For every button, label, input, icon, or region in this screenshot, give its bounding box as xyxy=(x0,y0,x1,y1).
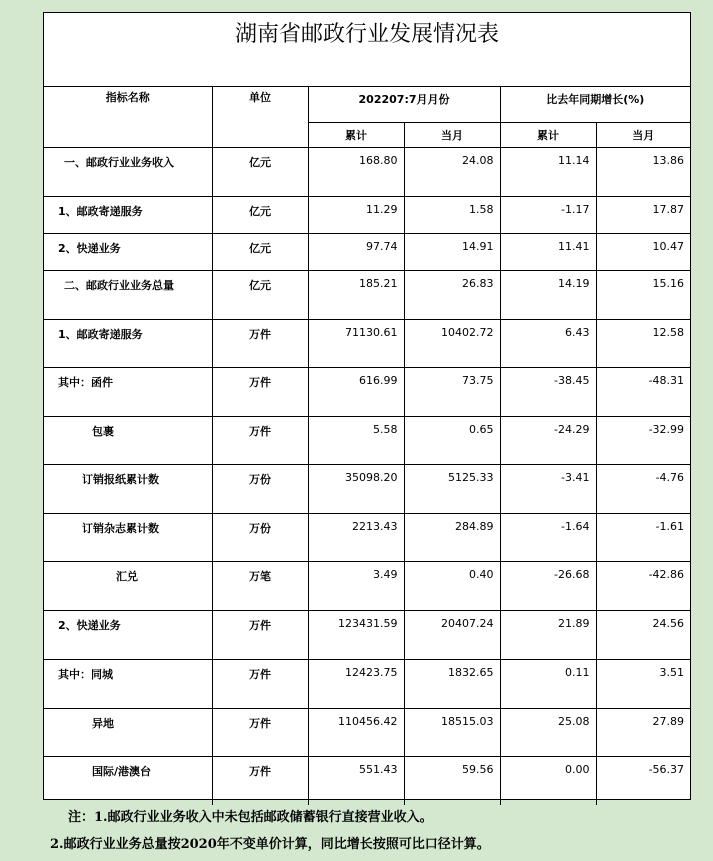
cumulative-value-cell: 168.80 xyxy=(308,147,404,196)
cumulative-growth-cell: 0.00 xyxy=(500,756,596,805)
indicator-name-cell: 国际/港澳台 xyxy=(44,756,212,805)
indicator-name-cell: 订销报纸累计数 xyxy=(44,464,212,513)
cumulative-value-cell: 35098.20 xyxy=(308,464,404,513)
table-row xyxy=(44,233,690,270)
unit-cell: 万件 xyxy=(212,319,308,367)
indicator-name-cell: 异地 xyxy=(44,708,212,756)
report-sheet xyxy=(43,12,691,800)
table-row xyxy=(44,659,690,708)
month-growth-cell: -56.37 xyxy=(596,756,690,805)
col-indicator-header: 指标名称 xyxy=(44,87,212,147)
cumulative-growth-cell: 11.14 xyxy=(500,147,596,196)
cumulative-value-cell: 2213.43 xyxy=(308,513,404,561)
indicator-name-cell: 1、邮政寄递服务 xyxy=(44,319,212,367)
unit-cell: 万件 xyxy=(212,708,308,756)
table-row xyxy=(44,147,690,196)
month-growth-cell: 27.89 xyxy=(596,708,690,756)
col-month-header: 当月 xyxy=(404,122,500,147)
header-row xyxy=(44,87,690,122)
table-row xyxy=(44,464,690,513)
indicator-name-cell: 二、邮政行业业务总量 xyxy=(44,270,212,319)
indicator-name-cell: 1、邮政寄递服务 xyxy=(44,196,212,233)
cumulative-value-cell: 3.49 xyxy=(308,561,404,610)
indicator-name-cell: 2、快递业务 xyxy=(44,610,212,659)
cumulative-growth-cell: 14.19 xyxy=(500,270,596,319)
month-growth-cell: -4.76 xyxy=(596,464,690,513)
cumulative-value-cell: 110456.42 xyxy=(308,708,404,756)
unit-cell: 亿元 xyxy=(212,233,308,270)
month-value-cell: 73.75 xyxy=(404,367,500,416)
indicator-name-cell: 包裹 xyxy=(44,416,212,464)
unit-cell: 亿元 xyxy=(212,147,308,196)
table-row xyxy=(44,319,690,367)
month-growth-cell: -42.86 xyxy=(596,561,690,610)
col-unit-header: 单位 xyxy=(212,87,308,147)
month-value-cell: 5125.33 xyxy=(404,464,500,513)
col-month-growth-header: 当月 xyxy=(596,122,690,147)
table-body xyxy=(44,147,690,805)
unit-cell: 万份 xyxy=(212,464,308,513)
indicator-name-cell: 2、快递业务 xyxy=(44,233,212,270)
month-growth-cell: 13.86 xyxy=(596,147,690,196)
unit-cell: 万份 xyxy=(212,513,308,561)
cumulative-growth-cell: -38.45 xyxy=(500,367,596,416)
indicator-name-cell: 汇兑 xyxy=(44,561,212,610)
month-value-cell: 59.56 xyxy=(404,756,500,805)
cumulative-value-cell: 12423.75 xyxy=(308,659,404,708)
cumulative-growth-cell: 6.43 xyxy=(500,319,596,367)
month-value-cell: 10402.72 xyxy=(404,319,500,367)
indicator-name-cell: 订销杂志累计数 xyxy=(44,513,212,561)
indicator-name-cell: 其中：函件 xyxy=(44,367,212,416)
unit-cell: 亿元 xyxy=(212,196,308,233)
table-row xyxy=(44,708,690,756)
month-growth-cell: 10.47 xyxy=(596,233,690,270)
table-row xyxy=(44,367,690,416)
month-growth-cell: 15.16 xyxy=(596,270,690,319)
table-row xyxy=(44,561,690,610)
unit-cell: 万件 xyxy=(212,367,308,416)
footnote-2: 2.邮政行业业务总量按2020年不变单价计算，同比增长按照可比口径计算。 xyxy=(50,837,490,852)
table-row xyxy=(44,610,690,659)
cumulative-growth-cell: -1.64 xyxy=(500,513,596,561)
col-growth-header: 比去年同期增长(%) xyxy=(500,87,690,122)
unit-cell: 万件 xyxy=(212,659,308,708)
cumulative-growth-cell: -1.17 xyxy=(500,196,596,233)
table-row xyxy=(44,756,690,805)
month-growth-cell: 3.51 xyxy=(596,659,690,708)
page-title: 湖南省邮政行业发展情况表 xyxy=(44,13,690,87)
cumulative-value-cell: 185.21 xyxy=(308,270,404,319)
unit-cell: 亿元 xyxy=(212,270,308,319)
month-growth-cell: -32.99 xyxy=(596,416,690,464)
cumulative-value-cell: 616.99 xyxy=(308,367,404,416)
month-growth-cell: 24.56 xyxy=(596,610,690,659)
cumulative-value-cell: 5.58 xyxy=(308,416,404,464)
cumulative-growth-cell: 21.89 xyxy=(500,610,596,659)
cumulative-value-cell: 11.29 xyxy=(308,196,404,233)
cumulative-value-cell: 123431.59 xyxy=(308,610,404,659)
indicator-name-cell: 一、邮政行业业务收入 xyxy=(44,147,212,196)
unit-cell: 万笔 xyxy=(212,561,308,610)
table-row xyxy=(44,416,690,464)
month-value-cell: 24.08 xyxy=(404,147,500,196)
cumulative-value-cell: 97.74 xyxy=(308,233,404,270)
col-period-header: 202207:7月月份 xyxy=(308,87,500,122)
unit-cell: 万件 xyxy=(212,756,308,805)
cumulative-value-cell: 551.43 xyxy=(308,756,404,805)
cumulative-growth-cell: 11.41 xyxy=(500,233,596,270)
unit-cell: 万件 xyxy=(212,610,308,659)
month-value-cell: 284.89 xyxy=(404,513,500,561)
cumulative-growth-cell: -26.68 xyxy=(500,561,596,610)
table-row xyxy=(44,513,690,561)
month-value-cell: 14.91 xyxy=(404,233,500,270)
cumulative-growth-cell: -24.29 xyxy=(500,416,596,464)
footnote-1: 注：1.邮政行业业务收入中未包括邮政储蓄银行直接营业收入。 xyxy=(68,810,433,825)
cumulative-growth-cell: -3.41 xyxy=(500,464,596,513)
unit-cell: 万件 xyxy=(212,416,308,464)
col-cumulative-growth-header: 累计 xyxy=(500,122,596,147)
col-cumulative-header: 累计 xyxy=(308,122,404,147)
month-value-cell: 1.58 xyxy=(404,196,500,233)
month-value-cell: 20407.24 xyxy=(404,610,500,659)
cumulative-growth-cell: 25.08 xyxy=(500,708,596,756)
month-value-cell: 0.65 xyxy=(404,416,500,464)
table-row xyxy=(44,196,690,233)
month-value-cell: 18515.03 xyxy=(404,708,500,756)
cumulative-growth-cell: 0.11 xyxy=(500,659,596,708)
month-growth-cell: 12.58 xyxy=(596,319,690,367)
month-growth-cell: 17.87 xyxy=(596,196,690,233)
month-value-cell: 0.40 xyxy=(404,561,500,610)
month-value-cell: 1832.65 xyxy=(404,659,500,708)
cumulative-value-cell: 71130.61 xyxy=(308,319,404,367)
indicator-name-cell: 其中：同城 xyxy=(44,659,212,708)
month-value-cell: 26.83 xyxy=(404,270,500,319)
stats-table xyxy=(44,87,690,805)
month-growth-cell: -48.31 xyxy=(596,367,690,416)
month-growth-cell: -1.61 xyxy=(596,513,690,561)
table-row xyxy=(44,270,690,319)
